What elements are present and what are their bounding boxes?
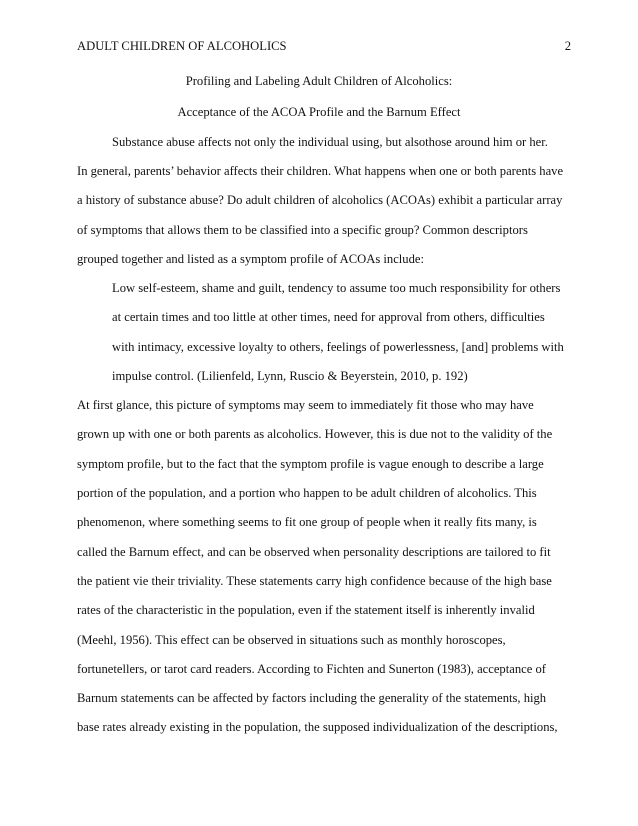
paragraph-line: grown up with one or both parents as alcoholics. However, this is due not to the validity of the bbox=[77, 427, 553, 441]
paragraph-line: symptom profile, but to the fact that the symptom profile is vague enough to describe a large bbox=[77, 457, 544, 471]
paragraph-line: fortunetellers, or tarot card readers. According to Fichten and Sunerton (1983), acceptance of bbox=[77, 662, 546, 676]
paragraph-line: Barnum statements can be affected by factors including the generality of the statements, high bbox=[77, 691, 547, 705]
running-head: ADULT CHILDREN OF ALCOHOLICS bbox=[77, 39, 287, 53]
paragraph-line: grouped together and listed as a symptom profile of ACOAs include: bbox=[77, 252, 424, 266]
paragraph-line: a history of substance abuse? Do adult children of alcoholics (ACOAs) exhibit a particular array bbox=[77, 193, 563, 207]
paragraph-line: (Meehl, 1956). This effect can be observed in situations such as monthly horoscopes, bbox=[77, 633, 506, 647]
paragraph-line: At first glance, this picture of symptoms may seem to immediately fit those who may have bbox=[77, 398, 534, 412]
paragraph-line: Substance abuse affects not only the individual using, but alsothose around him or her. bbox=[112, 135, 548, 149]
paragraph-line: rates of the characteristic in the population, even if the statement itself is inherently invalid bbox=[77, 603, 535, 617]
title-line-1: Profiling and Labeling Adult Children of Alcoholics: bbox=[185, 74, 453, 88]
paragraph-line: called the Barnum effect, and can be observed when personality descriptions are tailored to fit bbox=[77, 545, 551, 559]
title-line-2: Acceptance of the ACOA Profile and the Barnum Effect bbox=[177, 105, 461, 119]
paragraph-line: of symptoms that allows them to be classified into a specific group? Common descriptors bbox=[77, 223, 528, 237]
block-quote-line: Low self-esteem, shame and guilt, tendency to assume too much responsibility for others bbox=[112, 281, 561, 295]
block-quote-line: at certain times and too little at other times, need for approval from others, difficulties bbox=[112, 310, 545, 324]
paragraph-line: In general, parents’ behavior affects their children. What happens when one or both parents have bbox=[77, 164, 564, 178]
paragraph-line: the patient vie their triviality. These statements carry high confidence because of the high base bbox=[77, 574, 552, 588]
block-quote-line: impulse control. (Lilienfeld, Lynn, Ruscio & Beyerstein, 2010, p. 192) bbox=[112, 369, 468, 383]
paragraph-line: base rates already existing in the population, the supposed individualization of the descriptions, bbox=[77, 720, 558, 734]
paragraph-line: phenomenon, where something seems to fit one group of people when it really fits many, is bbox=[77, 515, 537, 529]
paragraph-line: portion of the population, and a portion who happen to be adult children of alcoholics. This bbox=[77, 486, 537, 500]
page-number: 2 bbox=[564, 39, 571, 53]
block-quote-line: with intimacy, excessive loyalty to others, feelings of powerlessness, [and] problems with bbox=[112, 340, 564, 354]
